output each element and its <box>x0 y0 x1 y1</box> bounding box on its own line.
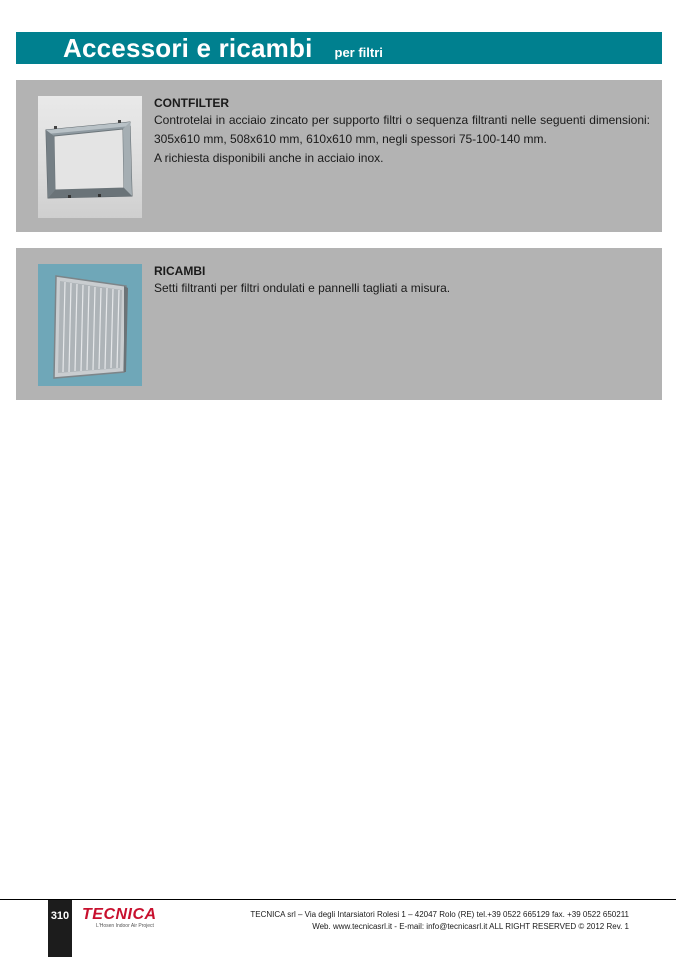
section-header <box>16 32 662 64</box>
logo-wordmark: TECNICA <box>82 906 157 923</box>
ricambi-description <box>154 263 650 298</box>
section-title: Accessori e ricambi <box>63 33 313 63</box>
footer-address: TECNICA srl – Via degli Intarsiatori Rolesi 1 – 42047 Rolo (RE) tel.+39 0522 665129 fax. +39 0522 650211 <box>250 910 629 919</box>
footer-contacts: Web. www.tecnicasrl.it - E-mail: info@tecnicasrl.it ALL RIGHT RESERVED © 2012 Rev. 1 <box>312 922 629 931</box>
frame-image <box>38 96 142 218</box>
card-paragraph: Setti filtranti per filtri ondulati e pannelli tagliati a misura. <box>154 281 451 295</box>
card-note: A richiesta disponibili anche in acciaio inox. <box>154 151 384 165</box>
product-card-contfilter <box>16 80 662 232</box>
card-title: RICAMBI <box>154 264 206 278</box>
ricambi-photo <box>38 264 142 386</box>
contfilter-photo <box>38 96 142 218</box>
card-title: CONTFILTER <box>154 96 230 110</box>
section-subtitle: per filtri <box>334 45 383 60</box>
card-paragraph: Controtelai in acciaio zincato per supporto filtri o sequenza filtranti nelle seguenti dimensioni: 305x610 mm, 508x610 mm, 610x610 mm, negli spessori 75-100-140 mm. <box>154 113 650 146</box>
page-number-box <box>48 900 72 957</box>
footer-divider <box>0 899 676 900</box>
filter-panel-image <box>38 264 142 386</box>
tecnica-logo <box>82 906 172 932</box>
logo-tagline: L'Hosen Indoor Air Project <box>96 923 154 929</box>
page-number: 310 <box>50 910 70 922</box>
contfilter-description <box>154 95 650 168</box>
product-card-ricambi <box>16 248 662 400</box>
